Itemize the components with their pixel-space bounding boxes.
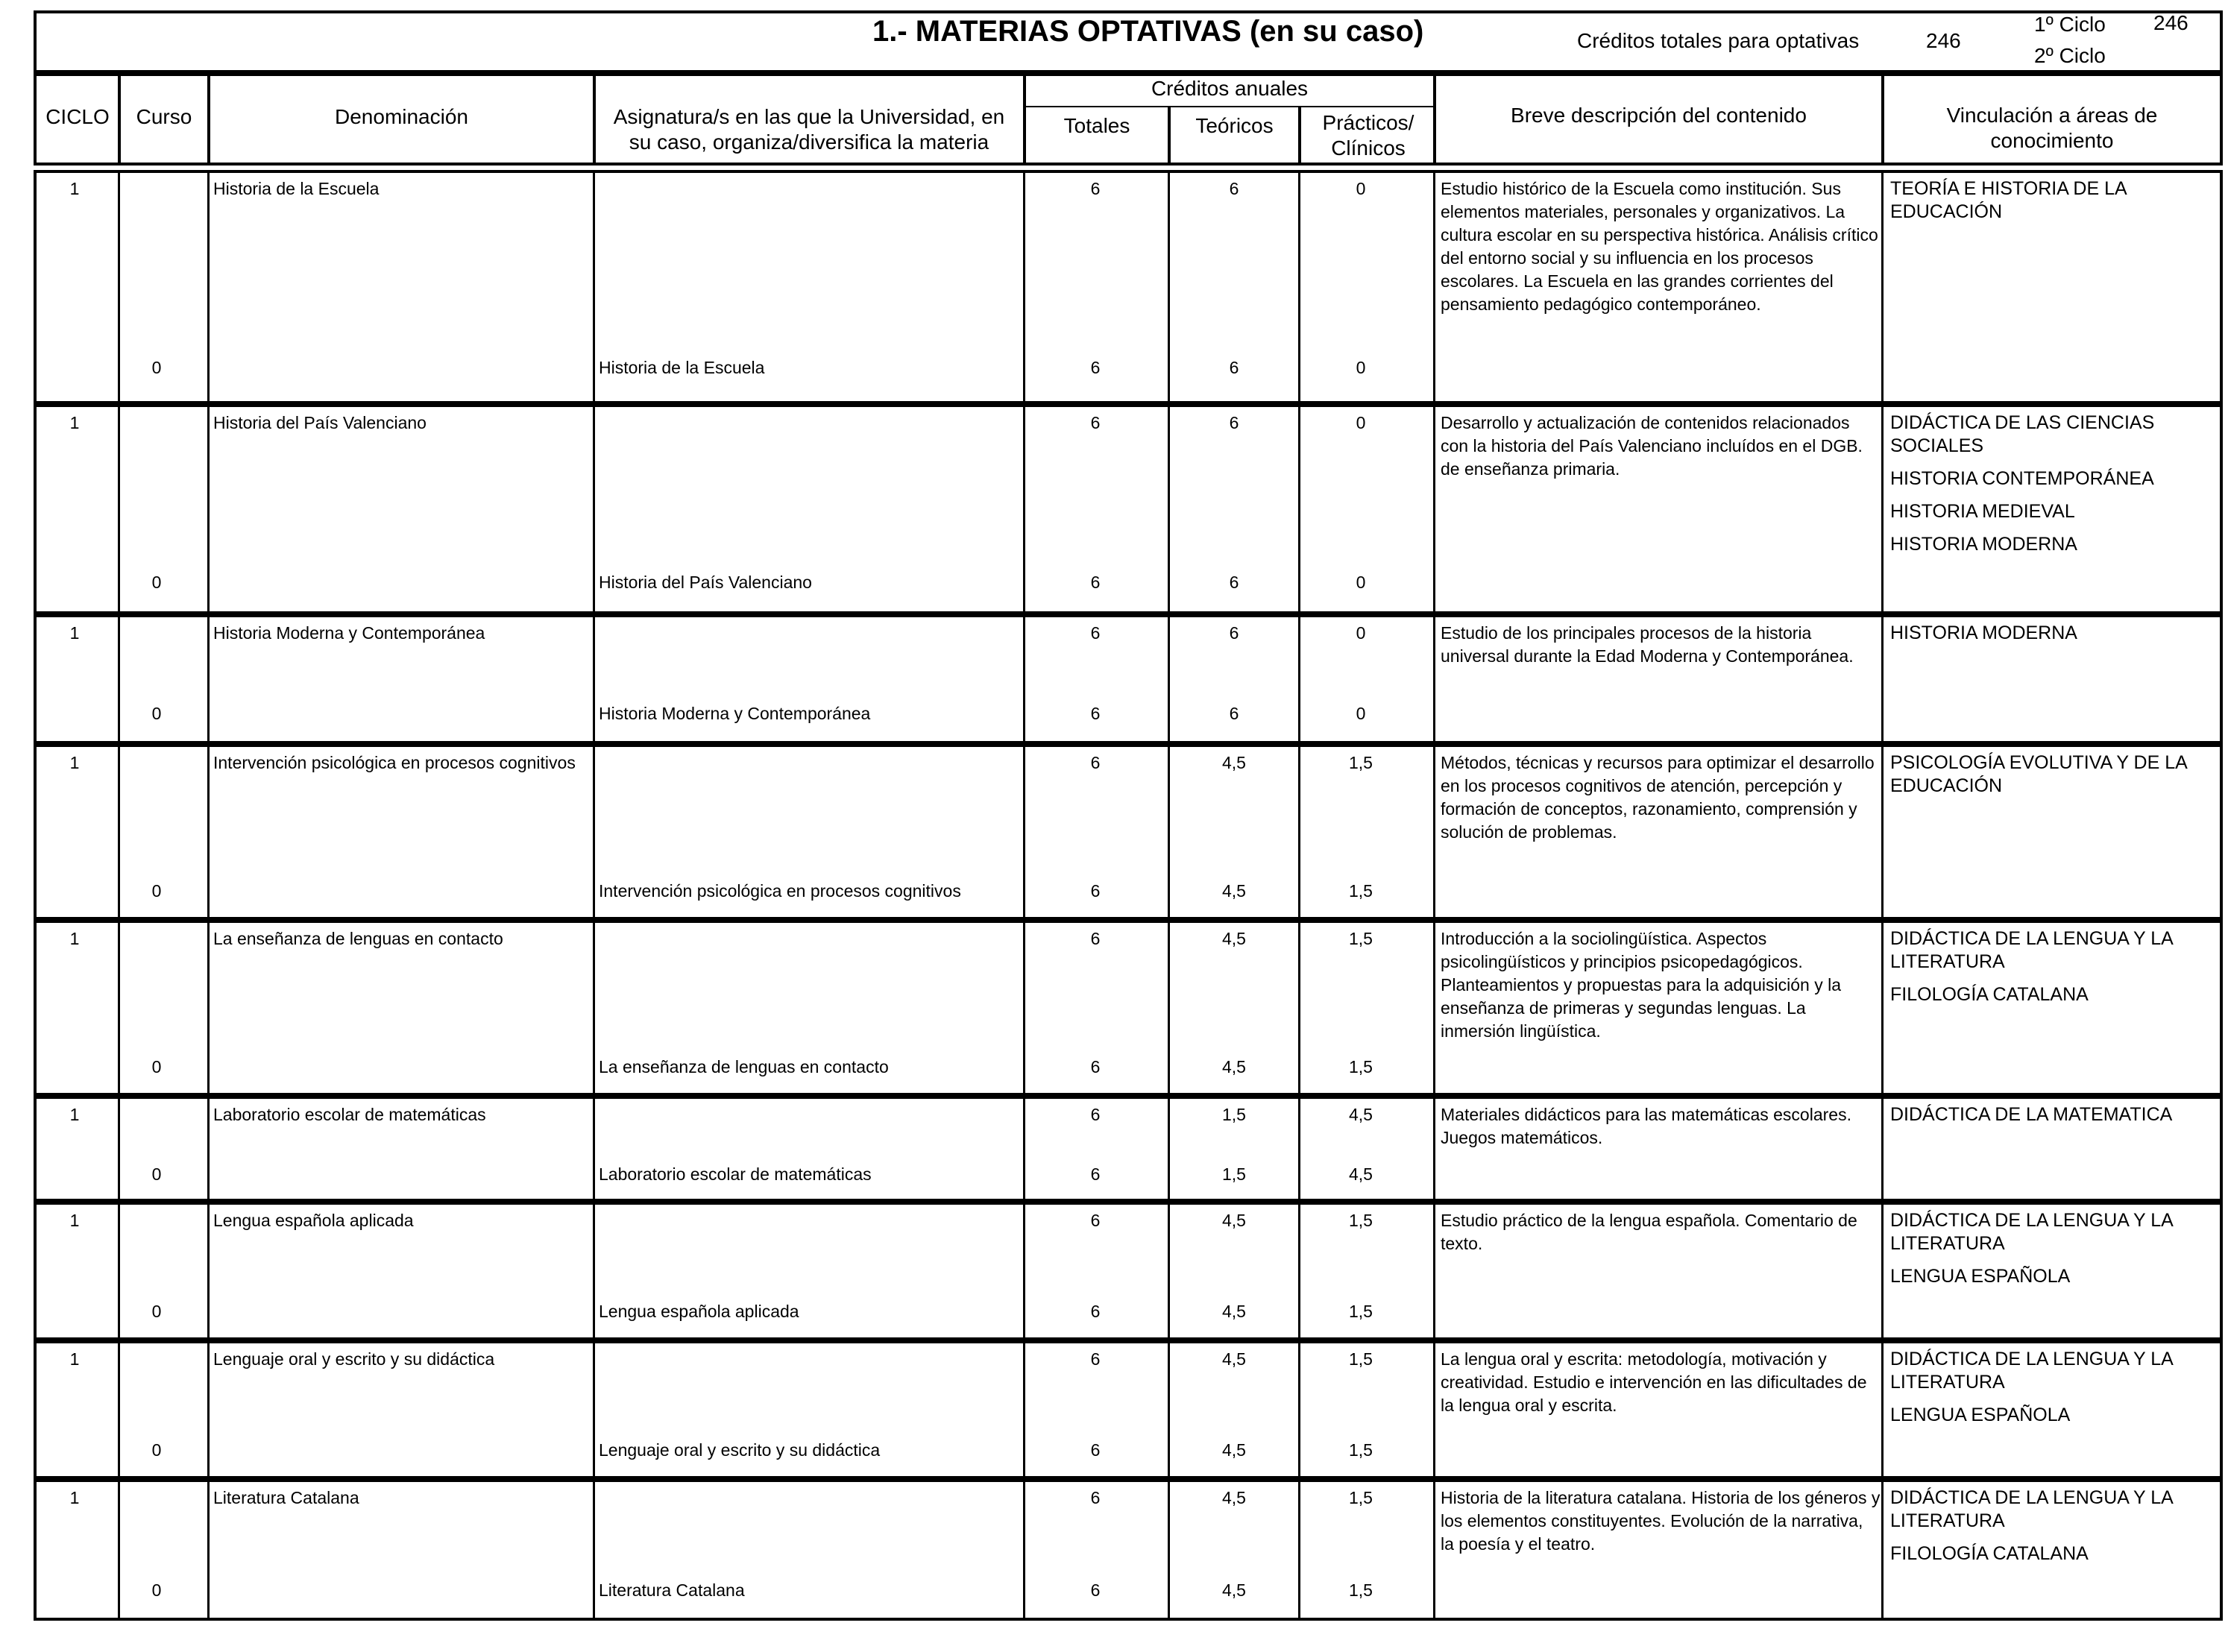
cell-denominacion: Laboratorio escolar de matemáticas: [213, 1105, 486, 1124]
cell-descripcion: Estudio histórico de la Escuela como institución. Sus elementos materiales, personales y organizativos. La cultura escolar en su perspectiva histórica. Análisis crítico del entorno social y su influencia en los procesos escolares. La Escuela en las grandes corrientes del pensamiento pedagógico contemporáneo.: [1441, 179, 1878, 314]
row-col-divider: [207, 744, 210, 920]
row-col-divider: [593, 614, 595, 744]
area-item: DIDÁCTICA DE LA LENGUA Y LA LITERATURA: [1890, 1210, 2173, 1254]
row-right-border: [2220, 1202, 2223, 1340]
row-col-divider: [118, 404, 120, 614]
cell-practicos: 0: [1356, 413, 1366, 432]
col-ciclo: CICLO: [45, 105, 110, 128]
cell-sub-teoricos: 6: [1229, 704, 1239, 723]
row-left-border: [34, 170, 37, 404]
area-item: LENGUA ESPAÑOLA: [1890, 1266, 2071, 1287]
row-col-divider: [1881, 920, 1884, 1096]
row-col-divider: [1168, 170, 1170, 404]
area-item: DIDÁCTICA DE LA LENGUA Y LA LITERATURA: [1890, 928, 2173, 972]
row-col-divider: [593, 1340, 595, 1479]
cell-teoricos: 4,5: [1222, 1211, 1246, 1230]
cell-sub-practicos: 0: [1356, 573, 1366, 592]
row-col-divider: [1298, 614, 1300, 744]
cell-denominacion: Historia de la Escuela: [213, 179, 380, 198]
area-item: HISTORIA MODERNA: [1890, 534, 2077, 555]
row-top-border: [34, 404, 2223, 407]
cell-vinculacion: [1890, 1103, 2203, 1136]
row-right-border: [2220, 1479, 2223, 1621]
cell-curso: 0: [151, 1302, 162, 1321]
row-col-divider: [1168, 744, 1170, 920]
cell-vinculacion: [1890, 177, 2203, 233]
row-col-divider: [207, 1479, 210, 1621]
cell-sub-practicos: 0: [1356, 358, 1366, 377]
area-item: TEORÍA E HISTORIA DE LA EDUCACIÓN: [1890, 178, 2127, 222]
cell-asignatura: Historia Moderna y Contemporánea: [599, 704, 871, 723]
col-teoricos: Teóricos: [1195, 114, 1274, 137]
row-col-divider: [118, 1479, 120, 1621]
cell-practicos: 1,5: [1349, 1488, 1373, 1507]
cell-asignatura: Literatura Catalana: [599, 1580, 745, 1600]
cell-ciclo: 1: [69, 753, 80, 772]
row-left-border: [34, 1096, 37, 1202]
cell-ciclo: 1: [69, 1488, 80, 1507]
cell-sub-practicos: 1,5: [1349, 881, 1373, 901]
row-top-border: [34, 1340, 2223, 1343]
row-col-divider: [1168, 920, 1170, 1096]
cell-sub-totales: 6: [1090, 881, 1101, 901]
row-top-border: [34, 614, 2223, 617]
cell-ciclo: 1: [69, 1349, 80, 1369]
row-col-divider: [1023, 1340, 1025, 1479]
cell-teoricos: 1,5: [1222, 1105, 1246, 1124]
ciclo1-label: 1º Ciclo: [2034, 13, 2106, 36]
row-col-divider: [1168, 1340, 1170, 1479]
cell-asignatura: La enseñanza de lenguas en contacto: [599, 1057, 889, 1076]
row-col-divider: [207, 170, 210, 404]
row-col-divider: [1881, 404, 1884, 614]
cell-asignatura: Historia del País Valenciano: [599, 573, 812, 592]
cell-totales: 6: [1090, 413, 1101, 432]
row-col-divider: [1881, 1340, 1884, 1479]
cell-vinculacion: [1890, 927, 2203, 1016]
row-col-divider: [1023, 614, 1025, 744]
row-col-divider: [1433, 1479, 1435, 1621]
row-col-divider: [1433, 404, 1435, 614]
cell-sub-practicos: 4,5: [1349, 1164, 1373, 1184]
cell-sub-totales: 6: [1090, 1057, 1101, 1076]
ciclo2-label: 2º Ciclo: [2034, 44, 2106, 67]
row-col-divider: [207, 404, 210, 614]
cell-teoricos: 4,5: [1222, 929, 1246, 948]
row-left-border: [34, 1202, 37, 1340]
cell-teoricos: 6: [1229, 179, 1239, 198]
row-top-border: [34, 920, 2223, 923]
cell-practicos: 1,5: [1349, 753, 1373, 772]
row-col-divider: [593, 744, 595, 920]
cell-curso: 0: [151, 881, 162, 901]
cell-totales: 6: [1090, 929, 1101, 948]
cell-practicos: 4,5: [1349, 1105, 1373, 1124]
cell-vinculacion: [1890, 751, 2203, 807]
creditos-totales-value: 246: [1926, 29, 1961, 52]
cell-denominacion: Lenguaje oral y escrito y su didáctica: [213, 1349, 495, 1369]
cell-curso: 0: [151, 573, 162, 592]
cell-sub-totales: 6: [1090, 1580, 1101, 1600]
row-left-border: [34, 920, 37, 1096]
cell-totales: 6: [1090, 179, 1101, 198]
row-col-divider: [593, 404, 595, 614]
cell-totales: 6: [1090, 1349, 1101, 1369]
row-col-divider: [1298, 1202, 1300, 1340]
area-item: HISTORIA CONTEMPORÁNEA: [1890, 468, 2154, 489]
row-col-divider: [207, 1096, 210, 1202]
cell-sub-practicos: 1,5: [1349, 1057, 1373, 1076]
cell-practicos: 1,5: [1349, 1349, 1373, 1369]
row-col-divider: [118, 170, 120, 404]
cell-sub-practicos: 1,5: [1349, 1302, 1373, 1321]
row-col-divider: [1168, 1202, 1170, 1340]
row-col-divider: [1433, 920, 1435, 1096]
cell-practicos: 0: [1356, 179, 1366, 198]
cell-sub-totales: 6: [1090, 1164, 1101, 1184]
col-creditos-anuales: Créditos anuales: [1151, 77, 1309, 100]
row-right-border: [2220, 614, 2223, 744]
page-title: 1.- MATERIAS OPTATIVAS (en su caso): [872, 15, 1424, 48]
row-col-divider: [207, 1340, 210, 1479]
cell-sub-practicos: 1,5: [1349, 1580, 1373, 1600]
area-item: DIDÁCTICA DE LA LENGUA Y LA LITERATURA: [1890, 1349, 2173, 1393]
cell-sub-teoricos: 1,5: [1222, 1164, 1246, 1184]
cell-sub-totales: 6: [1090, 1440, 1101, 1460]
row-top-border: [34, 1202, 2223, 1205]
row-col-divider: [1023, 1202, 1025, 1340]
row-col-divider: [1298, 1479, 1300, 1621]
area-item: FILOLOGÍA CATALANA: [1890, 984, 2089, 1005]
row-col-divider: [1881, 1096, 1884, 1202]
cell-descripcion: Historia de la literatura catalana. Historia de los géneros y los elementos constituyentes. Evolución de la narrativa, la poesía y el teatro.: [1441, 1488, 1881, 1554]
row-col-divider: [1433, 1340, 1435, 1479]
row-col-divider: [1881, 170, 1884, 404]
cell-denominacion: La enseñanza de lenguas en contacto: [213, 929, 503, 948]
row-col-divider: [1433, 744, 1435, 920]
cell-curso: 0: [151, 1580, 162, 1600]
row-col-divider: [207, 920, 210, 1096]
area-item: DIDÁCTICA DE LAS CIENCIAS SOCIALES: [1890, 412, 2155, 456]
cell-totales: 6: [1090, 1105, 1101, 1124]
cell-ciclo: 1: [69, 929, 80, 948]
row-col-divider: [1298, 744, 1300, 920]
cell-asignatura: Lenguaje oral y escrito y su didáctica: [599, 1440, 881, 1460]
row-col-divider: [118, 744, 120, 920]
row-col-divider: [1298, 404, 1300, 614]
cell-totales: 6: [1090, 753, 1101, 772]
cell-asignatura: Historia de la Escuela: [599, 358, 765, 377]
col-denominacion: Denominación: [335, 105, 468, 128]
row-top-border: [34, 744, 2223, 747]
row-col-divider: [1023, 170, 1025, 404]
col-curso: Curso: [136, 105, 192, 128]
row-col-divider: [1168, 614, 1170, 744]
cell-sub-teoricos: 6: [1229, 573, 1239, 592]
row-col-divider: [1433, 170, 1435, 404]
cell-asignatura: Intervención psicológica en procesos cognitivos: [599, 881, 961, 901]
row-col-divider: [1881, 1202, 1884, 1340]
row-col-divider: [118, 614, 120, 744]
row-col-divider: [1023, 1096, 1025, 1202]
cell-denominacion: Literatura Catalana: [213, 1488, 359, 1507]
row-col-divider: [593, 1096, 595, 1202]
col-totales: Totales: [1063, 114, 1130, 137]
row-top-border: [34, 170, 2223, 173]
cell-denominacion: Historia del País Valenciano: [213, 413, 427, 432]
cell-descripcion: Estudio práctico de la lengua española. Comentario de texto.: [1441, 1211, 1857, 1253]
cell-descripcion: Desarrollo y actualización de contenidos relacionados con la historia del País Valenciano incluídos en el DGB. de enseñanza primaria.: [1441, 413, 1863, 479]
ciclo1-value: 246: [2153, 11, 2188, 34]
row-col-divider: [593, 1479, 595, 1621]
cell-sub-practicos: 0: [1356, 704, 1366, 723]
cell-totales: 6: [1090, 1211, 1101, 1230]
row-col-divider: [207, 1202, 210, 1340]
cell-vinculacion: [1890, 622, 2203, 655]
cell-sub-teoricos: 4,5: [1222, 881, 1246, 901]
row-right-border: [2220, 404, 2223, 614]
row-col-divider: [1298, 920, 1300, 1096]
row-col-divider: [1168, 1096, 1170, 1202]
cell-sub-teoricos: 4,5: [1222, 1440, 1246, 1460]
creditos-totales-label: Créditos totales para optativas: [1577, 29, 1860, 52]
row-col-divider: [207, 614, 210, 744]
cell-vinculacion: [1890, 1209, 2203, 1298]
cell-curso: 0: [151, 1440, 162, 1460]
cell-teoricos: 4,5: [1222, 1488, 1246, 1507]
cell-descripcion: Introducción a la sociolingüística. Aspectos psicolingüísticos y principios psicopedagógicos. Planteamientos y propuestas para la adquisición y la enseñanza de primeras y segundas lenguas. La inmersión lingüística.: [1441, 929, 1841, 1041]
row-col-divider: [1168, 404, 1170, 614]
row-col-divider: [1023, 404, 1025, 614]
cell-totales: 6: [1090, 623, 1101, 643]
cell-descripcion: La lengua oral y escrita: metodología, motivación y creatividad. Estudio e intervención en las dificultades de la lengua oral y escrita.: [1441, 1349, 1867, 1415]
row-left-border: [34, 1340, 37, 1479]
cell-curso: 0: [151, 1164, 162, 1184]
area-item: HISTORIA MEDIEVAL: [1890, 501, 2075, 522]
cell-teoricos: 6: [1229, 623, 1239, 643]
row-col-divider: [118, 1340, 120, 1479]
cell-ciclo: 1: [69, 179, 80, 198]
cell-teoricos: 4,5: [1222, 1349, 1246, 1369]
row-top-border: [34, 1479, 2223, 1482]
row-col-divider: [1433, 1202, 1435, 1340]
cell-sub-teoricos: 4,5: [1222, 1302, 1246, 1321]
row-col-divider: [118, 920, 120, 1096]
cell-descripcion: Materiales didácticos para las matemáticas escolares. Juegos matemáticos.: [1441, 1105, 1851, 1147]
cell-practicos: 1,5: [1349, 1211, 1373, 1230]
row-right-border: [2220, 1340, 2223, 1479]
row-col-divider: [1023, 1479, 1025, 1621]
cell-ciclo: 1: [69, 1105, 80, 1124]
cell-denominacion: Historia Moderna y Contemporánea: [213, 623, 485, 643]
cell-sub-totales: 6: [1090, 573, 1101, 592]
cell-sub-totales: 6: [1090, 1302, 1101, 1321]
cell-ciclo: 1: [69, 1211, 80, 1230]
row-col-divider: [593, 170, 595, 404]
cell-asignatura: Laboratorio escolar de matemáticas: [599, 1164, 872, 1184]
cell-vinculacion: [1890, 1348, 2203, 1437]
row-right-border: [2220, 1096, 2223, 1202]
row-col-divider: [1881, 1479, 1884, 1621]
row-col-divider: [1881, 614, 1884, 744]
row-col-divider: [118, 1096, 120, 1202]
row-top-border: [34, 1096, 2223, 1099]
row-col-divider: [1298, 1096, 1300, 1202]
col-practicos: Prácticos/ Clínicos: [1322, 111, 1414, 160]
cell-totales: 6: [1090, 1488, 1101, 1507]
row-right-border: [2220, 170, 2223, 404]
area-item: LENGUA ESPAÑOLA: [1890, 1404, 2071, 1425]
cell-asignatura: Lengua española aplicada: [599, 1302, 799, 1321]
cell-sub-practicos: 1,5: [1349, 1440, 1373, 1460]
row-col-divider: [1298, 170, 1300, 404]
cell-sub-totales: 6: [1090, 358, 1101, 377]
cell-teoricos: 4,5: [1222, 753, 1246, 772]
cell-curso: 0: [151, 358, 162, 377]
cell-ciclo: 1: [69, 413, 80, 432]
col-descripcion: Breve descripción del contenido: [1511, 104, 1807, 127]
cell-descripcion: Estudio de los principales procesos de la historia universal durante la Edad Moderna y Contemporánea.: [1441, 623, 1854, 666]
area-item: DIDÁCTICA DE LA LENGUA Y LA LITERATURA: [1890, 1487, 2173, 1531]
cell-curso: 0: [151, 704, 162, 723]
row-col-divider: [1168, 1479, 1170, 1621]
row-bottom-border: [34, 1618, 2223, 1621]
cell-descripcion: Métodos, técnicas y recursos para optimizar el desarrollo en los procesos cognitivos de atención, percepción y formación de conceptos, razonamiento, comprensión y solución de problemas.: [1441, 753, 1875, 842]
cell-sub-teoricos: 6: [1229, 358, 1239, 377]
cell-sub-teoricos: 4,5: [1222, 1580, 1246, 1600]
row-left-border: [34, 404, 37, 614]
area-item: DIDÁCTICA DE LA MATEMATICA: [1890, 1104, 2173, 1125]
cell-vinculacion: [1890, 1487, 2203, 1575]
row-left-border: [34, 614, 37, 744]
area-item: PSICOLOGÍA EVOLUTIVA Y DE LA EDUCACIÓN: [1890, 752, 2187, 796]
col-asignatura: Asignatura/s en las que la Universidad, en su caso, organiza/diversifica la materia: [613, 105, 1005, 154]
cell-practicos: 1,5: [1349, 929, 1373, 948]
cell-sub-totales: 6: [1090, 704, 1101, 723]
row-col-divider: [1023, 744, 1025, 920]
row-left-border: [34, 1479, 37, 1621]
cell-curso: 0: [151, 1057, 162, 1076]
area-item: HISTORIA MODERNA: [1890, 622, 2077, 643]
row-left-border: [34, 744, 37, 920]
row-col-divider: [593, 1202, 595, 1340]
col-vinculacion: Vinculación a áreas de conocimiento: [1946, 104, 2158, 152]
row-col-divider: [1298, 1340, 1300, 1479]
row-col-divider: [593, 920, 595, 1096]
row-col-divider: [1881, 744, 1884, 920]
row-col-divider: [1433, 614, 1435, 744]
row-right-border: [2220, 920, 2223, 1096]
row-col-divider: [118, 1202, 120, 1340]
row-col-divider: [1023, 920, 1025, 1096]
row-right-border: [2220, 744, 2223, 920]
cell-teoricos: 6: [1229, 413, 1239, 432]
row-col-divider: [1433, 1096, 1435, 1202]
cell-vinculacion: [1890, 412, 2203, 566]
cell-denominacion: Lengua española aplicada: [213, 1211, 414, 1230]
area-item: FILOLOGÍA CATALANA: [1890, 1543, 2089, 1564]
cell-practicos: 0: [1356, 623, 1366, 643]
cell-sub-teoricos: 4,5: [1222, 1057, 1246, 1076]
cell-denominacion: Intervención psicológica en procesos cognitivos: [213, 753, 576, 772]
cell-ciclo: 1: [69, 623, 80, 643]
